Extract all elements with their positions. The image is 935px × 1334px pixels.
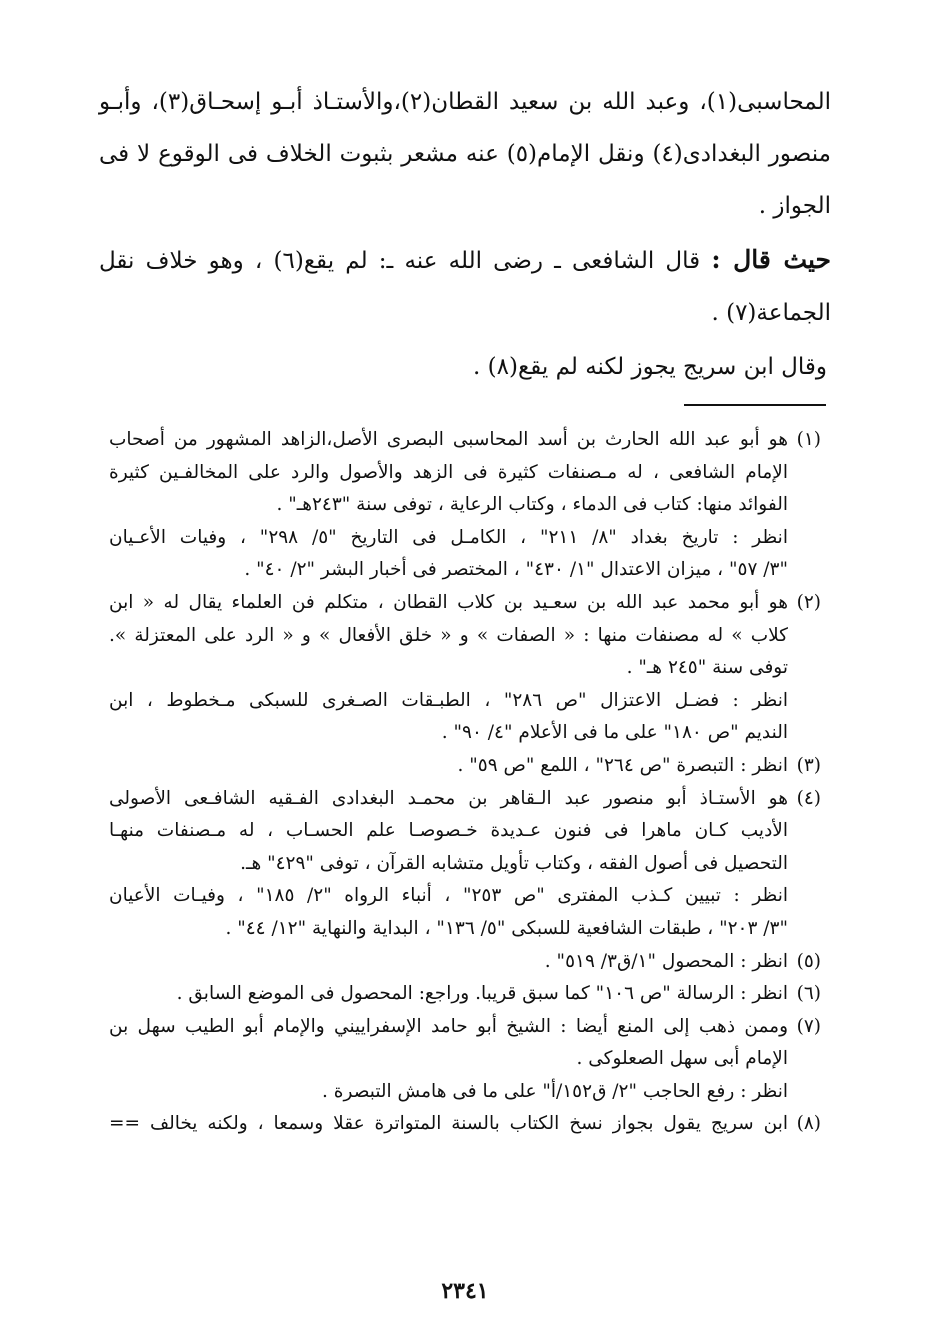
main-text — [99, 76, 831, 393]
main-line: وقال ابن سريج يجوز لكنه لم يقع(٨) . — [473, 354, 827, 380]
footnote-line: "٣/ ٥٧" ، ميزان الاعتدال "١/ ٤٣٠" ، المختصر فى أخبار البشر "٢/ ٤٠" . — [244, 559, 788, 581]
page-number: ٢٣٤١ — [441, 1278, 489, 1304]
footnote-3 — [109, 750, 821, 783]
footnote-2 — [109, 587, 821, 750]
footnote-line: هو أبو عبد الله الحارث بن أسد المحاسبى البصرى الأصل،الزاهد المشهور من أصحاب — [109, 429, 788, 450]
footnote-line: انظر : تبيين كـذب المفترى "ص ٢٥٣" ، أنباء الرواه "٢/ ١٨٥" ، وفيـات الأعيان — [109, 885, 788, 907]
footnote-7 — [109, 1011, 821, 1109]
footnote-line: ابن سريج يقول بجواز نسخ الكتاب بالسنة المتواترة عقلا وسمعا ، ولكنه يخالف == — [109, 1113, 788, 1135]
footnote-line: كلاب » له مصنفات منها : « الصفات » و « خلق الأفعال » و « الرد على المعتزلة ». — [109, 624, 788, 646]
footnote-line: هو أبو محمد عبد الله بن سعـيد بن كلاب القطان ، متكلم فن العلماء يقال له « ابن — [109, 591, 788, 613]
footnote-number: (٧) — [796, 1015, 821, 1037]
lead-phrase: حيث قال : — [711, 245, 831, 274]
footnote-line: انظر : الرسالة "ص ١٠٦" كما سبق قريبا. وراجع: المحصول فى الموضع السابق . — [176, 983, 788, 1005]
footnote-number: (٥) — [796, 950, 821, 972]
footnote-line: انظر : تاريخ بغداد "٨/ ٢١١" ، الكامـل فى التاريخ "٥/ ٢٩٨" ، وفيات الأعـيان — [109, 526, 788, 548]
footnote-number: (٢) — [796, 591, 821, 613]
footnote-line: الأديب كـان ماهرا فى فنون عـديدة خـصوصـا علم الحسـاب ، له مـصنفات منهـا — [109, 820, 788, 842]
footnote-5 — [109, 946, 821, 979]
footnote-number: (٣) — [796, 754, 821, 776]
footnote-line: وممن ذهب إلى المنع أيضا : الشيخ أبو حامد الإسفراييني والإمام أبو الطيب سهل بن — [109, 1015, 788, 1037]
footnote-line: "٣/ ٢٠٣" ، طبقات الشافعية للسبكى "٥/ ١٣٦" ، البداية والنهاية "١٢/ ٤٤" . — [225, 917, 788, 939]
footnote-line: النديم "ص ١٨٠" على ما فى الأعلام "٤/ ٩٠" . — [441, 722, 788, 744]
footnote-8 — [109, 1108, 821, 1141]
main-line: المحاسبى(١)، وعبد الله بن سعيد القطان(٢)،والأستـاذ أبـو إسحـاق(٣)، وأبـو — [99, 89, 831, 115]
footnote-number: (٤) — [796, 787, 821, 809]
footnote-number: (٨) — [796, 1113, 821, 1135]
footnote-line: التحصيل فى أصول الفقه ، وكتاب تأويل متشابه القرآن ، توفى "٤٢٩" هـ. — [240, 852, 788, 874]
main-line: قال الشافعى ـ رضى الله عنه ـ: لم يقع(٦) ، وهو خلاف نقل — [99, 248, 712, 274]
footnote-6 — [109, 978, 821, 1011]
footnote-line: الإمام أبى سهل الصعلوكى . — [576, 1048, 788, 1070]
footnotes — [109, 424, 821, 1141]
footnote-number: (٦) — [796, 983, 821, 1005]
footnote-1 — [109, 424, 821, 587]
footnote-line: توفى سنة "٢٤٥ هـ" . — [626, 657, 788, 679]
footnote-line: هو الأستـاذ أبو منصور عبد الـقاهر بن محمـد البغدادى الفـقيه الشافـعى الأصولى — [109, 787, 788, 809]
footnote-line: الإمام الشافعى ، له مـصنفات كثيرة فى الزهد والأصول والرد على المخالفـين كثيرة — [109, 461, 788, 483]
main-paragraph-1 — [99, 76, 831, 232]
main-line: منصور البغدادى(٤) ونقل الإمام(٥) عنه مشعر بثبوت الخلاف فى الوقوع لا فى — [99, 141, 831, 167]
main-line: الجماعة(٧) . — [711, 300, 831, 326]
footnote-line: انظر : التبصرة "ص ٢٦٤" ، اللمع "ص ٥٩" . — [457, 754, 788, 776]
footnote-line: انظر : المحصول "١/ق٣/ ٥١٩" . — [544, 950, 788, 972]
footnote-number: (١) — [796, 429, 821, 450]
footnote-separator — [684, 404, 826, 406]
footnote-4 — [109, 783, 821, 946]
main-paragraph-2 — [99, 234, 831, 339]
footnote-line: الفوائد منها: كتاب فى الدماء ، وكتاب الرعاية ، توفى سنة "٢٤٣هـ" . — [276, 494, 788, 516]
main-line: الجواز . — [758, 193, 831, 219]
footnote-line: انظر : فضـل الاعتزال "ص ٢٨٦" ، الطبـقات الصـغرى للسبكى مـخطوط ، ابن — [109, 689, 788, 711]
main-paragraph-3 — [99, 341, 831, 393]
footnote-line: انظر : رفع الحاجب "٢/ ق١٥٢/أ" على ما فى هامش التبصرة . — [322, 1080, 788, 1102]
